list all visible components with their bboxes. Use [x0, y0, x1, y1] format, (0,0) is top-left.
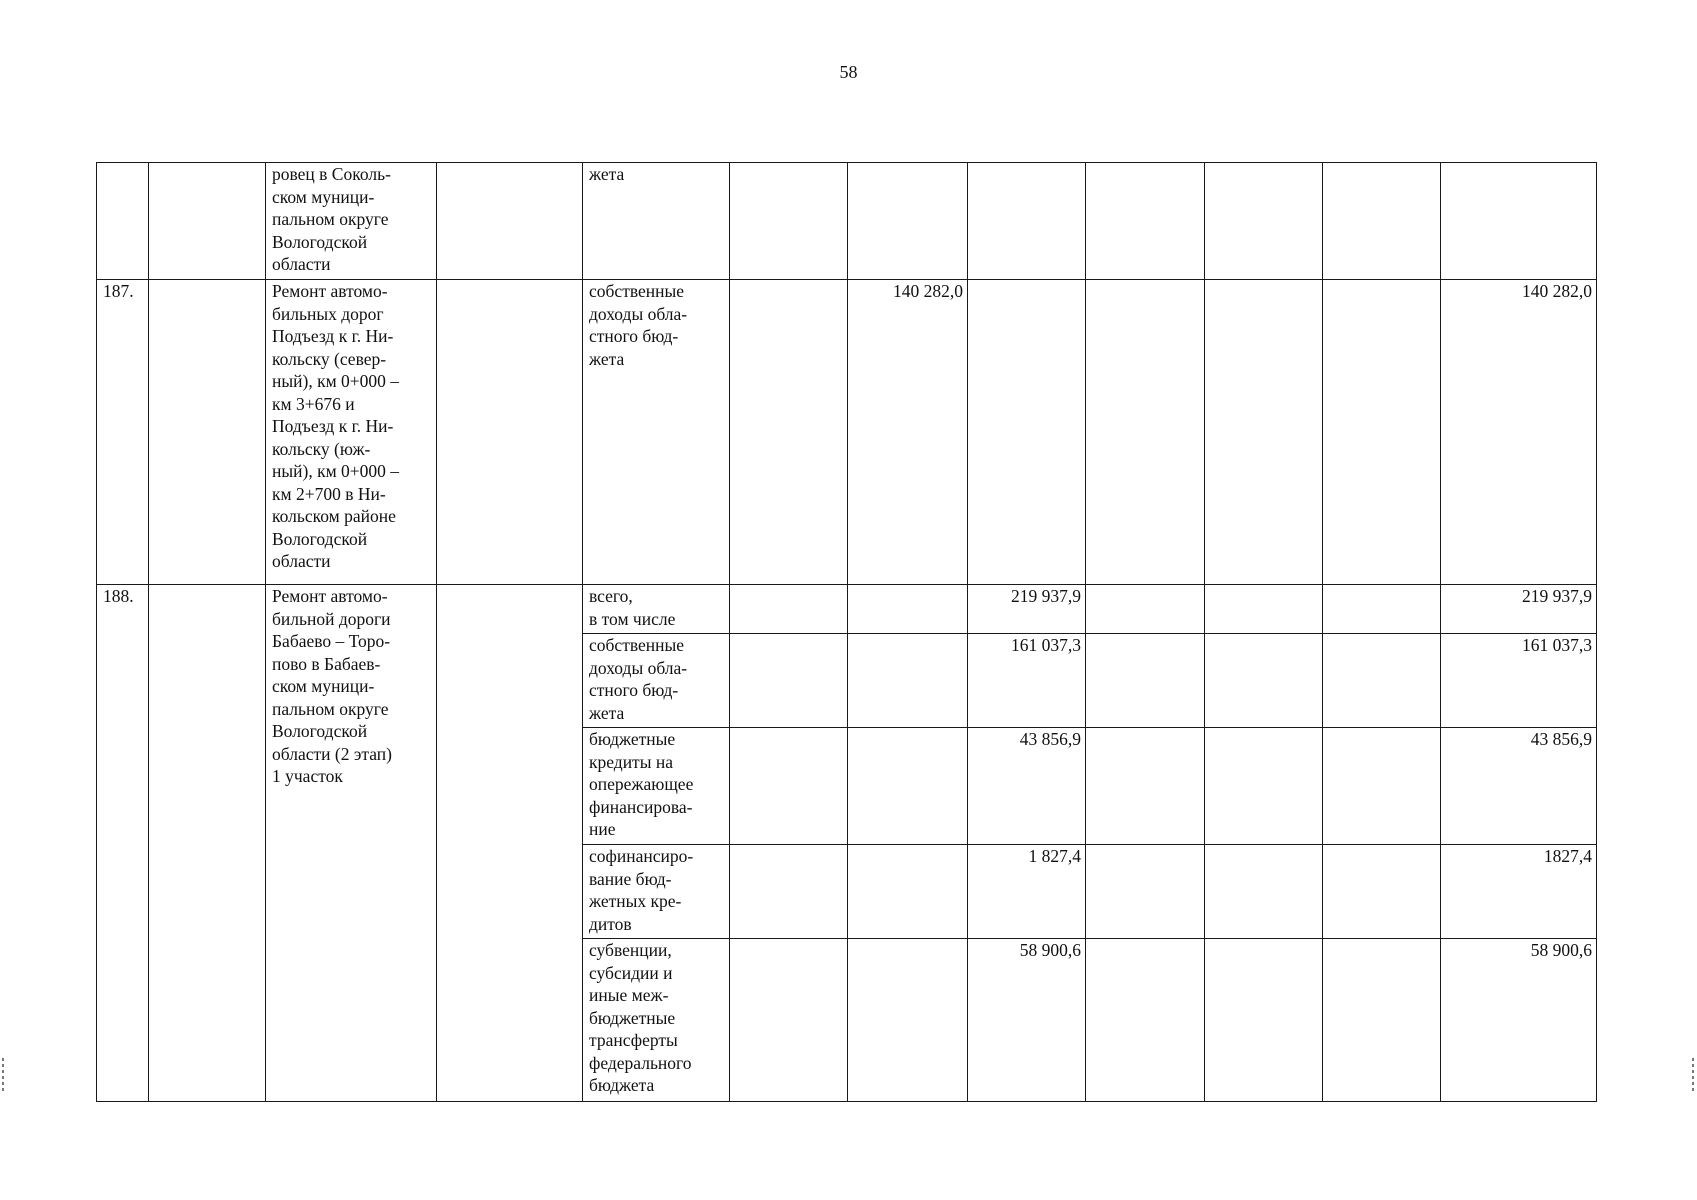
cell-empty	[968, 163, 1086, 280]
cell-empty	[1323, 585, 1441, 634]
cell-funding-source: софинансиро- вание бюд- жетных кре- дитов	[583, 845, 730, 939]
cell-index	[97, 163, 149, 280]
row-index: 188.	[97, 585, 149, 1102]
cell-empty	[149, 585, 266, 1102]
cell-total: 1827,4	[1441, 845, 1597, 939]
cell-empty	[1086, 585, 1205, 634]
table-row-continued	[97, 163, 1597, 280]
cell-funding-source: собственные доходы обла- стного бюд- жета	[583, 280, 730, 585]
scan-edge-mark-right	[1692, 1058, 1694, 1092]
cell-total: 161 037,3	[1441, 634, 1597, 728]
cell-funding-source: жета	[583, 163, 730, 280]
cell-empty	[730, 585, 848, 634]
cell-funding-source: бюджетные кредиты на опережающее финансирова- ние	[583, 728, 730, 845]
cell-empty	[1205, 280, 1323, 585]
cell-empty	[968, 280, 1086, 585]
cell-empty	[848, 585, 968, 634]
cell-empty	[1086, 845, 1205, 939]
cell-object-name: Ремонт автомо- бильной дороги Бабаево – Торо- пово в Бабаев- ском муници- пальном округе Вологодской области (2 этап) 1 участок	[266, 585, 437, 1102]
cell-empty	[149, 280, 266, 585]
cell-empty	[730, 280, 848, 585]
cell-empty	[1205, 939, 1323, 1102]
cell-empty	[848, 728, 968, 845]
cell-empty	[1323, 280, 1441, 585]
cell-funding-source: субвенции, субсидии и иные меж- бюджетные трансферты федерального бюджета	[583, 939, 730, 1102]
cell-value: 1 827,4	[968, 845, 1086, 939]
cell-empty	[848, 163, 968, 280]
cell-funding-source: всего, в том числе	[583, 585, 730, 634]
cell-empty	[1323, 163, 1441, 280]
cell-empty	[730, 845, 848, 939]
cell-total: 58 900,6	[1441, 939, 1597, 1102]
budget-table	[96, 162, 1597, 1102]
cell-total: 43 856,9	[1441, 728, 1597, 845]
cell-value: 140 282,0	[848, 280, 968, 585]
cell-empty	[1323, 939, 1441, 1102]
cell-total: 219 937,9	[1441, 585, 1597, 634]
cell-empty	[437, 163, 583, 280]
cell-empty	[1205, 845, 1323, 939]
cell-empty	[437, 585, 583, 1102]
cell-empty	[1086, 634, 1205, 728]
cell-empty	[730, 634, 848, 728]
cell-empty	[848, 634, 968, 728]
cell-value: 58 900,6	[968, 939, 1086, 1102]
cell-empty	[1086, 939, 1205, 1102]
cell-empty	[1323, 634, 1441, 728]
cell-empty	[1205, 585, 1323, 634]
cell-value: 43 856,9	[968, 728, 1086, 845]
cell-total: 140 282,0	[1441, 280, 1597, 585]
cell-empty	[1086, 163, 1205, 280]
cell-empty	[1323, 728, 1441, 845]
cell-empty	[730, 163, 848, 280]
cell-empty	[1323, 845, 1441, 939]
cell-empty	[1205, 728, 1323, 845]
cell-empty	[730, 728, 848, 845]
table-row-188	[97, 585, 1597, 634]
cell-empty	[848, 939, 968, 1102]
cell-empty	[1441, 163, 1597, 280]
scan-edge-mark-left	[2, 1058, 4, 1092]
cell-empty	[437, 280, 583, 585]
cell-funding-source: собственные доходы обла- стного бюд- жета	[583, 634, 730, 728]
row-index: 187.	[97, 280, 149, 585]
page-number: 58	[839, 62, 858, 82]
cell-empty	[1086, 728, 1205, 845]
cell-empty	[730, 939, 848, 1102]
cell-empty	[1205, 163, 1323, 280]
table-row-187	[97, 280, 1597, 585]
cell-value: 219 937,9	[968, 585, 1086, 634]
cell-value: 161 037,3	[968, 634, 1086, 728]
cell-object-name: Ремонт автомо- бильных дорог Подъезд к г. Ни- кольску (север- ный), км 0+000 – км 3+676 и Подъезд к г. Ни- кольску (юж- ный), км 0+000 – км 2+700 в Ни- кольском районе Вологодской области	[266, 280, 437, 585]
cell-empty	[848, 845, 968, 939]
cell-object-name: ровец в Соколь- ском муници- пальном округе Вологодской области	[266, 163, 437, 280]
cell-empty	[1205, 634, 1323, 728]
cell-empty	[1086, 280, 1205, 585]
cell-empty	[149, 163, 266, 280]
